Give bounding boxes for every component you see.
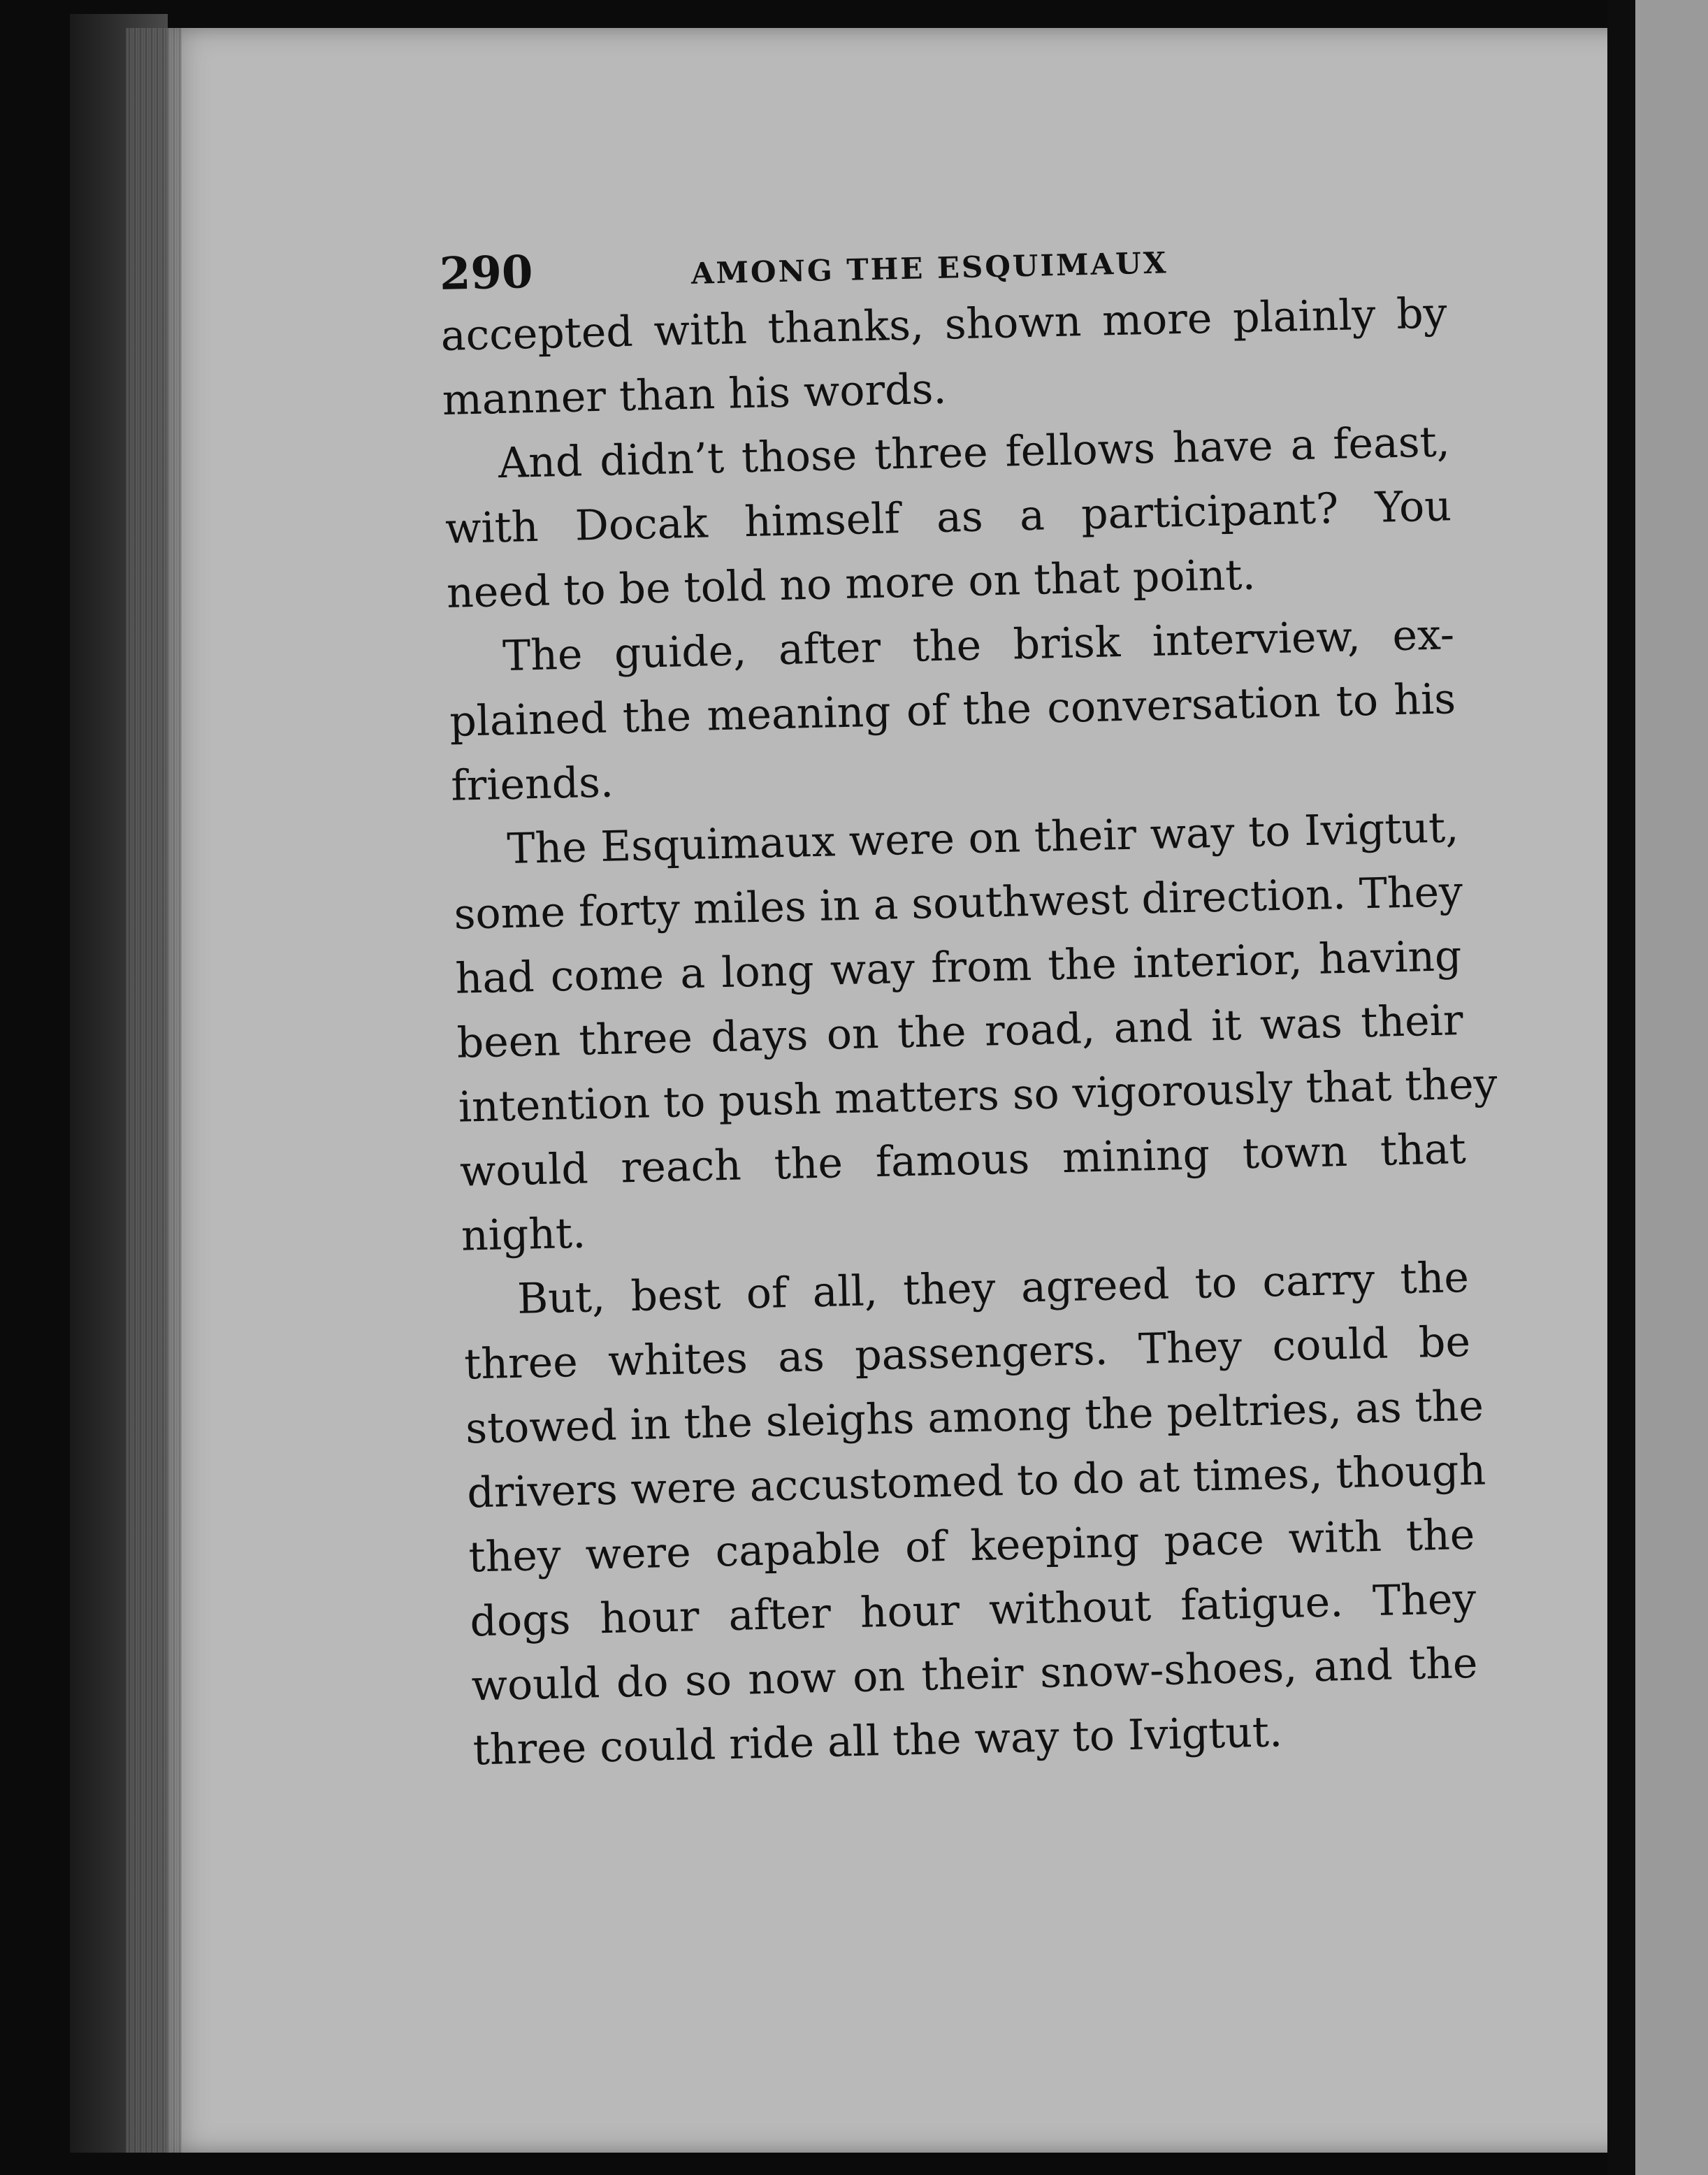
running-title: AMONG THE ESQUIMAUX (690, 245, 1168, 291)
text-line: And didn’t those three fellows have a feast, (498, 417, 1451, 489)
text-line: The guide, after the brisk interview, ex- (502, 610, 1455, 681)
paragraph-3 (447, 602, 1458, 818)
paragraph-5 (462, 1245, 1486, 1782)
text-line: would do so now on their snow-shoes, and the (470, 1638, 1479, 1711)
text-line: need to be told no more on that point. (446, 550, 1257, 618)
text-line: three could ride all the way to Ivigtut. (472, 1707, 1283, 1775)
text-line: The Esquimaux were on their way to Ivigtut, (506, 803, 1459, 874)
text-line: would reach the famous mining town that (459, 1124, 1467, 1197)
text-line: But, best of all, they agreed to carry the (516, 1252, 1470, 1324)
text-line: been three days on the road, and it was their (456, 996, 1464, 1068)
text-line: manner than his words. (442, 364, 948, 425)
text-line: friends. (450, 758, 614, 811)
page-number: 290 (439, 245, 534, 301)
text-line: plained the meaning of the conversation to his (449, 674, 1456, 746)
paragraph-1 (440, 281, 1449, 433)
text-line: night. (461, 1208, 586, 1261)
text-line: drivers were accustomed to do at times, though (466, 1445, 1486, 1518)
text-line: some forty miles in a southwest direction. They (453, 867, 1463, 939)
page-content (439, 225, 1498, 1782)
text-line: three whites as passengers. They could be (463, 1317, 1471, 1389)
text-line: they were capable of keeping pace with the (468, 1510, 1475, 1582)
text-line: intention to push matters so vigorously that they (458, 1059, 1498, 1132)
gutter-shadow (1607, 0, 1635, 2175)
text-line: accepted with thanks, shown more plainly by (440, 289, 1448, 361)
text-line: had come a long way from the interior, having (454, 932, 1463, 1004)
paragraph-2 (443, 410, 1454, 626)
page-stack-edge (126, 28, 182, 2153)
adjacent-page-edge (1635, 0, 1708, 2175)
text-line: stowed in the sleighs among the peltries, as the (465, 1381, 1484, 1454)
text-line: with Docak himself as a participant? You (444, 482, 1452, 554)
paragraph-4 (452, 795, 1498, 1269)
text-line: dogs hour after hour without fatigue. They (469, 1574, 1477, 1647)
